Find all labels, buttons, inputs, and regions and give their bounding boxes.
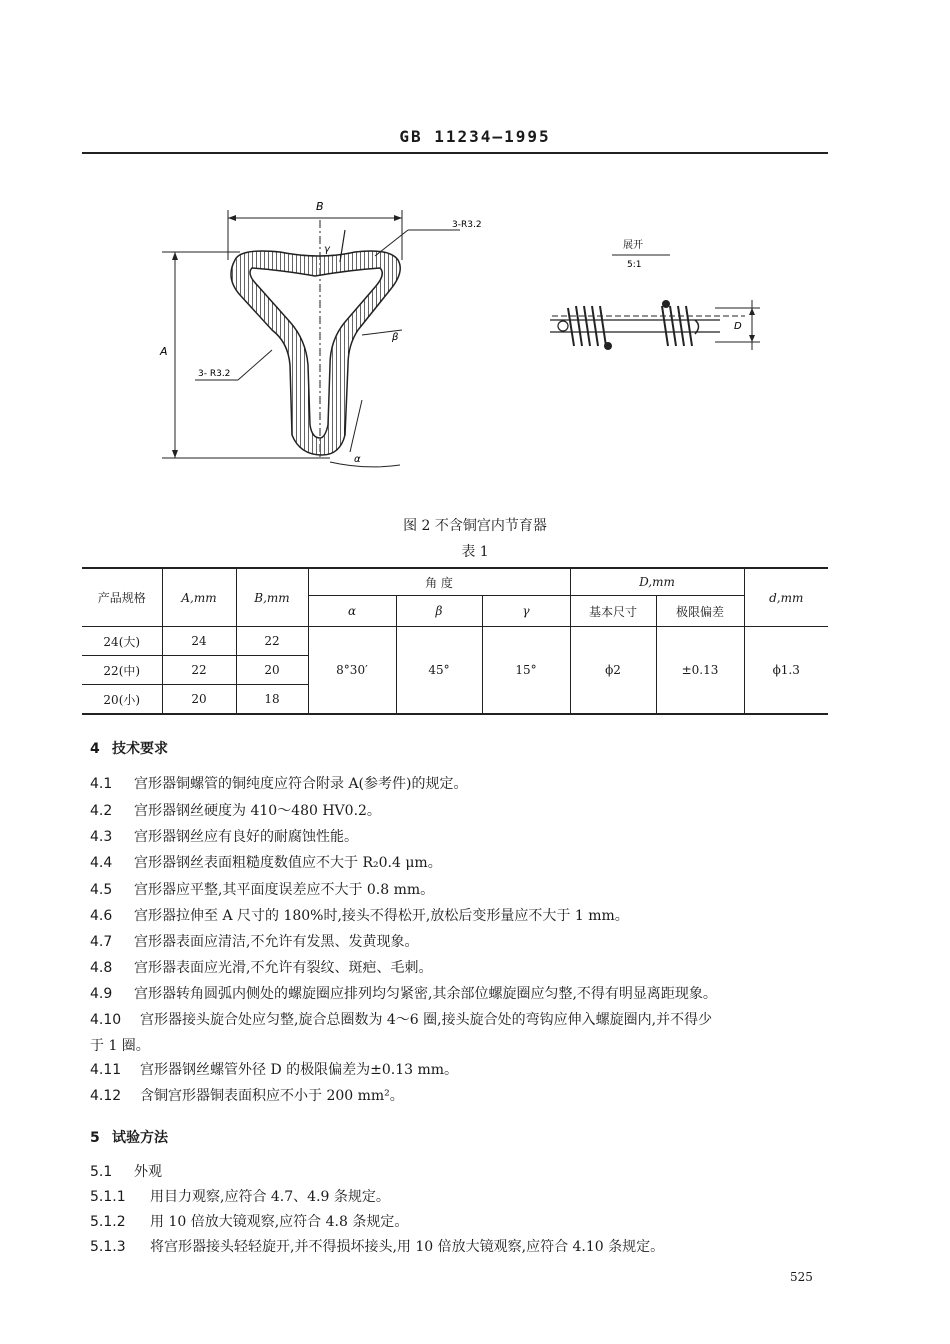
cell-a: 20 bbox=[162, 685, 236, 715]
cell-b: 20 bbox=[236, 656, 308, 685]
clause-5-1-3: 5.1.3 将宫形器接头轻轻旋开,并不得损坏接头,用 10 倍放大镜观察,应符合 4.10 条规定。 bbox=[90, 1239, 665, 1255]
header-d-tol: 极限偏差 bbox=[656, 596, 744, 627]
document-header: GB 11234—1995 bbox=[399, 127, 551, 146]
label-alpha: α bbox=[354, 454, 361, 465]
figure-caption: 图 2 不含铜宫内节育器 bbox=[403, 518, 547, 534]
cell-b: 22 bbox=[236, 627, 308, 656]
label-unfold: 展开 bbox=[623, 240, 643, 251]
header-small-d: d,mm bbox=[744, 568, 828, 627]
clause-4-11: 4.11 宫形器钢丝螺管外径 D 的极限偏差为±0.13 mm。 bbox=[90, 1062, 459, 1078]
cell-d-tol: ±0.13 bbox=[656, 627, 744, 715]
clause-4-7: 4.7 宫形器表面应清洁,不允许有发黑、发黄现象。 bbox=[90, 934, 419, 950]
section-5-heading: 5 试验方法 bbox=[90, 1130, 168, 1146]
label-scale: 5:1 bbox=[627, 260, 642, 270]
header-alpha: α bbox=[308, 596, 396, 627]
clause-4-10: 4.10 宫形器接头旋合处应匀整,旋合总圈数为 4～6 圈,接头旋合处的弯钩应伸入螺旋圈内,并不得少 bbox=[90, 1012, 713, 1028]
page-number: 525 bbox=[790, 1270, 813, 1284]
clause-4-12: 4.12 含铜宫形器铜表面积应不小于 200 mm²。 bbox=[90, 1088, 404, 1104]
label-radius-top: 3-R3.2 bbox=[452, 220, 482, 230]
label-b: B bbox=[316, 200, 324, 213]
clause-5-1-2: 5.1.2 用 10 倍放大镜观察,应符合 4.8 条规定。 bbox=[90, 1214, 409, 1230]
table-title: 表 1 bbox=[461, 544, 489, 560]
clause-4-3: 4.3 宫形器钢丝应有良好的耐腐蚀性能。 bbox=[90, 829, 358, 845]
iud-figure bbox=[140, 190, 790, 490]
header-beta: β bbox=[396, 596, 482, 627]
iud-body-shape bbox=[231, 251, 400, 455]
header-d-basic: 基本尺寸 bbox=[570, 596, 656, 627]
section-4-heading: 4 技术要求 bbox=[90, 741, 168, 757]
spec-table bbox=[82, 567, 828, 715]
coil-detail bbox=[550, 300, 760, 350]
label-d: D bbox=[734, 321, 742, 332]
clause-4-2: 4.2 宫形器钢丝硬度为 410～480 HV0.2。 bbox=[90, 803, 381, 819]
header-a: A,mm bbox=[162, 568, 236, 627]
clause-4-6: 4.6 宫形器拉伸至 A 尺寸的 180%时,接头不得松开,放松后变形量应不大于 1 mm。 bbox=[90, 908, 629, 924]
header-d-group: D,mm bbox=[570, 568, 744, 596]
clause-4-8: 4.8 宫形器表面应光滑,不允许有裂纹、斑疤、毛刺。 bbox=[90, 960, 433, 976]
header-angle: 角 度 bbox=[308, 568, 570, 596]
label-gamma: γ bbox=[324, 244, 330, 255]
header-gamma: γ bbox=[482, 596, 570, 627]
cell-d-basic: ϕ2 bbox=[570, 627, 656, 715]
header-b: B,mm bbox=[236, 568, 308, 627]
header-spec: 产品规格 bbox=[82, 568, 162, 627]
clause-4-10-continued: 于 1 圈。 bbox=[90, 1038, 150, 1054]
cell-a: 22 bbox=[162, 656, 236, 685]
cell-spec: 22(中) bbox=[82, 656, 162, 685]
clause-4-1: 4.1 宫形器铜螺管的铜纯度应符合附录 A(参考件)的规定。 bbox=[90, 776, 468, 792]
cell-beta: 45° bbox=[396, 627, 482, 715]
label-radius-left: 3- R3.2 bbox=[198, 369, 231, 379]
clause-5-1: 5.1 外观 bbox=[90, 1164, 162, 1180]
cell-a: 24 bbox=[162, 627, 236, 656]
clause-4-4: 4.4 宫形器钢丝表面粗糙度数值应不大于 R₂0.4 μm。 bbox=[90, 855, 442, 871]
header-rule bbox=[82, 152, 828, 154]
label-beta: β bbox=[392, 332, 399, 343]
cell-b: 18 bbox=[236, 685, 308, 715]
clause-4-5: 4.5 宫形器应平整,其平面度误差应不大于 0.8 mm。 bbox=[90, 882, 435, 898]
cell-gamma: 15° bbox=[482, 627, 570, 715]
cell-spec: 24(大) bbox=[82, 627, 162, 656]
clause-4-9: 4.9 宫形器转角圆弧内侧处的螺旋圈应排列均匀紧密,其余部位螺旋圈应匀整,不得有明显离距现象。 bbox=[90, 986, 717, 1002]
label-a: A bbox=[160, 345, 168, 358]
cell-spec: 20(小) bbox=[82, 685, 162, 715]
table-row bbox=[82, 627, 828, 656]
cell-small-d: ϕ1.3 bbox=[744, 627, 828, 715]
clause-5-1-1: 5.1.1 用目力观察,应符合 4.7、4.9 条规定。 bbox=[90, 1189, 390, 1205]
cell-alpha: 8°30′ bbox=[308, 627, 396, 715]
